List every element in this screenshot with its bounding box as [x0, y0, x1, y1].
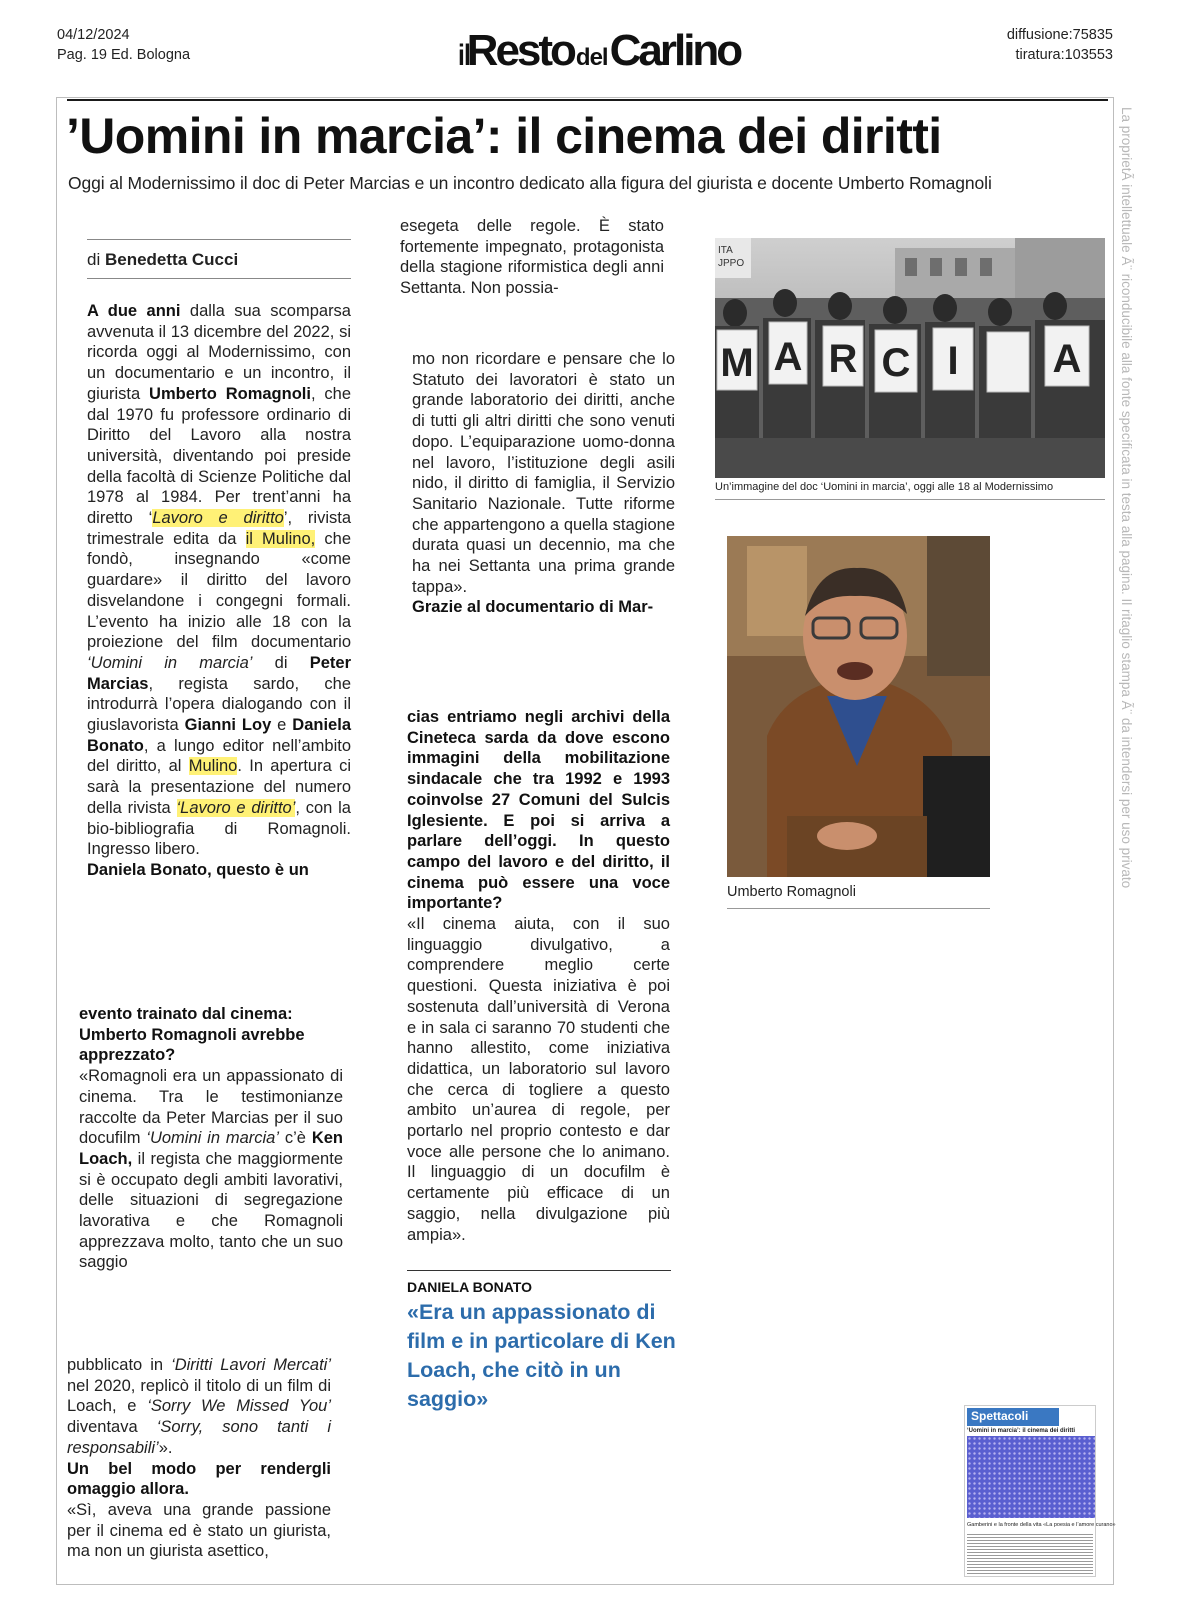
highlight-lavoro-e-diritto: ‘Lavoro e diritto’	[176, 798, 296, 817]
person-name: Umberto Romagnoli	[149, 384, 311, 403]
column-2-part-3	[407, 707, 670, 1245]
interview-question: Daniela Bonato, questo è un	[87, 860, 309, 879]
highlight-lavoro-e-diritto: Lavoro e diritto	[152, 509, 284, 528]
paragraph	[79, 1066, 343, 1273]
text-run: c’è	[279, 1129, 312, 1148]
thumbnail-section-label: Spettacoli	[967, 1408, 1059, 1426]
portrait-illustration	[727, 536, 990, 877]
text-run: «Romagnoli era un appassionato di cinema. Tra le testimonianze raccolte da Peter Marcias per il suo docufilm	[79, 1067, 343, 1148]
masthead-resto: Resto	[466, 26, 574, 75]
film-title: ‘Uomini in marcia’	[87, 653, 253, 672]
text-run: . In apertura ci sarà la presentazione del numero della rivista	[87, 757, 351, 817]
column-1-part-3	[67, 1355, 331, 1562]
text-run: di	[252, 653, 310, 672]
film-title: ‘Sorry We Missed You’	[147, 1397, 331, 1416]
paragraph	[87, 301, 351, 860]
column-1-part-2	[79, 1004, 343, 1273]
march-photo-caption: Un’immagine del doc ‘Uomini in marcia’, oggi alle 18 al Modernissimo	[715, 481, 1105, 500]
text-run: il regista che maggiormente si è occupato degli ambiti lavorativi, delle situazioni di segregazione lavorativa e che Romagnoli apprezzava molto, tanto che un suo saggio	[79, 1149, 343, 1272]
masthead-del: del	[575, 44, 608, 71]
article-subhead: Oggi al Modernissimo il doc di Peter Marcias e un incontro dedicato alla figura del giurista e docente Umberto Romagnoli	[68, 173, 992, 193]
text-run: dalla sua scomparsa avvenuta il 13 dicembre del 2022, si ricorda oggi al Modernissimo, con un documentario e un incontro, il giurista	[87, 302, 351, 403]
column-2-part-2	[412, 349, 675, 618]
portrait-photo	[727, 536, 990, 877]
person-name: Ken Loach,	[79, 1129, 343, 1168]
highlight-il-mulino: il Mulino,	[245, 529, 316, 548]
svg-text:ITA: ITA	[718, 245, 733, 256]
text-run: , che dal 1970 fu professore ordinario di Diritto del Lavoro alla nostra università, diventando poi preside della facoltà di Scienze Politiche dal 1978 al 1984. Per trent’anni ha diretto ‘	[87, 384, 351, 528]
text-run: nel 2020, replicò il titolo di un film di Loach, e	[67, 1376, 331, 1416]
text-run: ».	[158, 1438, 173, 1457]
text-run: , con la bio-bibliografia di Romagnoli. Ingresso libero.	[87, 798, 351, 859]
diffusione: diffusione:75835	[1006, 27, 1113, 43]
copyright-text: La proprietÃ intellettuale Ã¨ riconducibile alla fonte specificata in testa alla pagina. Il ritaglio stampa Ã¨ da intendersi per uso privato	[1119, 107, 1134, 889]
tiratura: tiratura:103553	[1015, 47, 1113, 63]
person-name: Peter Marcias	[87, 653, 351, 693]
text-run: che fondò, insegnando «come guardare» il diritto del lavoro disvelandone i congegni formali. L’evento ha inizio alle 18 con la proiezione del film documentario	[87, 529, 351, 652]
masthead-il: il	[458, 39, 471, 72]
thumbnail-subtitle: Gamberini e la fronte della vita «La poesia e l’amore curano»	[967, 1522, 1116, 1528]
svg-text:JPPO: JPPO	[718, 258, 745, 269]
text-run: pubblicato in	[67, 1356, 172, 1374]
thumbnail-article-area	[967, 1436, 1095, 1518]
text-run: diventava	[67, 1418, 157, 1437]
interview-question: evento trainato dal cinema: Umberto Romagnoli avrebbe apprezzato?	[79, 1005, 305, 1065]
interview-question: Un bel modo per rendergli omaggio allora.	[67, 1459, 331, 1499]
column-2-part-1	[400, 216, 664, 299]
paragraph: mo non ricordare e pensare che lo Statuto dei lavoratori è stato un grande laboratorio dei diritti, anche di tutti gli altri diritti che sono venuti dopo. L’equiparazione uomo-donna nel lavoro, l’istituzione degli asili nido, il diritto di famiglia, il Servizio Sanitario Nazionale. Tutte riforme che appartengono a quella stagione durata quasi un decennio, ma che ha nei Settanta una prima grande tappa».	[412, 350, 675, 596]
publication-title: ‘Diritti Lavori Mercati’	[171, 1356, 331, 1374]
lead-in: A due anni	[87, 302, 181, 320]
pullquote-text: «Era un appassionato di film e in particolare di Ken Loach, che citò in un saggio»	[407, 1300, 676, 1411]
paragraph: «Il cinema aiuta, con il suo linguaggio divulgativo, a comprendere meglio certe questioni. Questa iniziativa è poi sostenuta dall’università di Verona e in sala ci saranno 70 studenti che hanno allestito, come iniziativa didattica, un laboratorio sul lavoro che cerca di togliere a questo ambito un’aurea di regole, per portarlo nel proprio contesto e dar voce alle persone che lo animano. Il linguaggio di un docufilm è certamente più efficace di un saggio, nella divulgazione più ampia».	[407, 915, 670, 1244]
article-headline: ’Uomini in marcia’: il cinema dei diritti	[66, 108, 942, 164]
thumbnail-text-lines	[967, 1532, 1093, 1576]
column-1-part-1	[87, 301, 351, 881]
date-edition-info	[57, 25, 190, 65]
march-photo-illustration	[715, 238, 1105, 478]
portrait-caption: Umberto Romagnoli	[727, 884, 990, 909]
person-name: Daniela Bonato	[87, 716, 351, 755]
interview-question: Grazie al documentario di Mar-	[412, 598, 654, 617]
sign-letter: A	[1052, 337, 1082, 381]
headline-rule	[67, 99, 1108, 101]
sign-letter: C	[881, 341, 911, 385]
highlight-mulino: Mulino	[188, 757, 238, 776]
newspaper-masthead	[458, 26, 741, 82]
pullquote-rule	[407, 1270, 671, 1271]
page-edition: Pag. 19 Ed. Bologna	[57, 47, 191, 63]
paragraph: esegeta delle regole. È stato fortemente impegnato, protagonista della stagione riformistica degli anni Settanta. Non possia-	[400, 217, 664, 298]
text-run: ’, rivista trimestrale edita da	[87, 509, 351, 548]
pullquote-speaker: DANIELA BONATO	[407, 1279, 532, 1295]
byline-prefix: di	[87, 250, 105, 269]
essay-title: ‘Sorry, sono tanti i responsabili’	[67, 1418, 331, 1457]
byline	[87, 239, 351, 279]
sign-letter: M	[720, 341, 754, 385]
sign-letter: R	[828, 337, 858, 381]
byline-author: Benedetta Cucci	[104, 250, 239, 269]
interview-question: cias entriamo negli archivi della Cineteca sarda da dove escono immagini della mobilitazione sindacale che tra 1992 e 1993 coinvolse 27 Comuni del Sulcis Iglesiente. E poi si arriva a parlare dell’oggi. In questo campo del lavoro e del diritto, il cinema può essere una voce importante?	[407, 708, 670, 913]
thumbnail-title: ‘Uomini in marcia’: il cinema dei diritti	[967, 1428, 1076, 1434]
text-run: , regista sardo, che introdurrà l’opera dialogando con il giuslavorista	[87, 674, 351, 735]
text-run: e	[271, 716, 293, 735]
circulation-info	[1007, 25, 1113, 65]
copyright-side-note	[1113, 107, 1135, 1017]
page-thumbnail	[964, 1405, 1116, 1577]
publication-date: 04/12/2024	[57, 27, 130, 43]
person-name: Gianni Loy	[184, 716, 272, 735]
paragraph	[67, 1355, 331, 1459]
march-photo	[715, 238, 1105, 478]
sign-letter: I	[947, 339, 959, 383]
text-run: , a lungo editor nell’ambito del diritto, al	[87, 736, 351, 776]
film-title: ‘Uomini in marcia’	[146, 1129, 280, 1148]
sign-letter: A	[773, 335, 803, 379]
masthead-carlino: Carlino	[609, 26, 741, 75]
paragraph: «Sì, aveva una grande passione per il cinema ed è stato un giurista, ma non un giurista asettico,	[67, 1500, 331, 1561]
